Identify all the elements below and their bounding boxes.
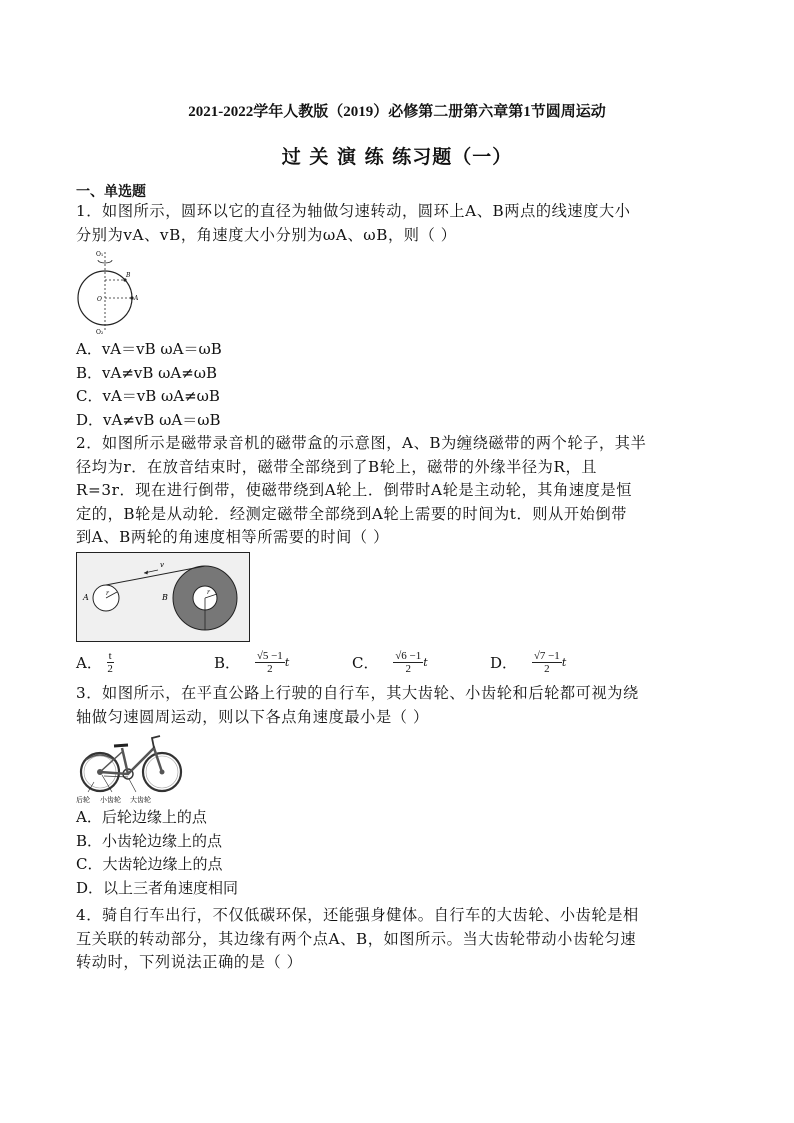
question-4-line-2: 互关联的转动部分，其边缘有两个点A、B，如图所示。当大齿轮带动小齿轮匀速 — [76, 929, 637, 948]
option-c[interactable]: C．大齿轮边缘上的点 — [76, 855, 223, 873]
question-1 — [76, 200, 744, 247]
question-2-line-4: 定的，B轮是从动轮．经测定磁带全部绕到A轮上需要的时间为t．则从开始倒带 — [76, 504, 628, 523]
option-c-fraction: $\frac{√6 -1}{2}$ — [395, 650, 422, 675]
label-small-gear: 小齿轮 — [100, 796, 121, 804]
q2-option-b[interactable] — [214, 650, 289, 675]
bicycle-figure — [74, 726, 184, 806]
option-a[interactable]: A．vA＝vB ωA＝ωB — [76, 340, 222, 358]
label-a: A — [83, 593, 89, 602]
question-2-line-2: 径均为r．在放音结束时，磁带全部绕到了B轮上，磁带的外缘半径为R，且 — [76, 457, 598, 476]
section-heading: 一、单选题 — [76, 184, 146, 200]
label-o2: O₂ — [96, 329, 104, 336]
label-r-a: r — [106, 590, 109, 597]
option-d-fraction: $\frac{√7 -1}{2}$ — [533, 650, 560, 675]
question-1-line-1: 1．如图所示，圆环以它的直径为轴做匀速转动，圆环上A、B两点的线速度大小 — [76, 202, 631, 220]
question-4-line-3: 转动时，下列说法正确的是（ ） — [76, 953, 303, 971]
page-subtitle: 过 关 演 练 练习题（一） — [281, 146, 513, 168]
option-d[interactable]: D．vA≠vB ωA＝ωB — [76, 410, 221, 429]
option-c[interactable]: C．vA＝vB ωA≠ωB — [76, 387, 220, 405]
q2-option-d[interactable] — [490, 650, 566, 675]
label-o1: O₁ — [96, 251, 104, 258]
option-b[interactable]: B．小齿轮边缘上的点 — [76, 831, 223, 850]
label-b: B — [162, 593, 168, 602]
question-2-line-1: 2．如图所示是磁带录音机的磁带盒的示意图，A、B为缠绕磁带的两个轮子，其半 — [76, 434, 647, 452]
label-o: O — [97, 296, 102, 303]
option-a-fraction: $\frac{t}{2}$ — [107, 650, 113, 675]
option-b[interactable]: B．vA≠vB ωA≠ωB — [76, 363, 218, 382]
option-b-t: t — [284, 656, 290, 669]
question-4 — [76, 904, 744, 975]
q2-option-c[interactable] — [352, 650, 428, 675]
question-2-line-5: 到A、B两轮的角速度相等所需要的时间（ ） — [76, 528, 389, 546]
option-c-label: C． — [352, 654, 379, 672]
option-a-label: A． — [76, 654, 102, 672]
label-r-b: r — [207, 589, 210, 596]
question-3-options — [76, 806, 238, 900]
tape-cassette-figure — [76, 552, 250, 642]
question-4-line-1: 4．骑自行车出行，不仅低碳环保，还能强身健体。自行车的大齿轮、小齿轮是相 — [76, 906, 639, 924]
question-2-line-3: R=3r．现在进行倒带，使磁带绕到A轮上．倒带时A轮是主动轮，其角速度是恒 — [76, 481, 633, 499]
label-v: v — [160, 561, 164, 569]
q2-option-a[interactable] — [76, 650, 114, 675]
question-3-line-2: 轴做匀速圆周运动，则以下各点角速度最小是（ ） — [76, 707, 429, 726]
question-1-line-2: 分别为vA、vB，角速度大小分别为ωA、ωB，则（ ） — [76, 225, 457, 244]
option-a[interactable]: A．后轮边缘上的点 — [76, 808, 207, 826]
question-1-options — [76, 338, 222, 432]
option-b-label: B． — [214, 654, 241, 672]
question-3 — [76, 682, 744, 729]
question-2 — [76, 432, 744, 550]
ring-rotation-figure — [74, 246, 139, 336]
label-big-gear: 大齿轮 — [130, 796, 151, 804]
option-b-fraction: $\frac{√5 -1}{2}$ — [256, 650, 283, 675]
option-d[interactable]: D．以上三者角速度相同 — [76, 878, 239, 897]
label-b: B — [126, 272, 131, 279]
page-title: 2021-2022学年人教版（2019）必修第二册第六章第1节圆周运动 — [188, 104, 606, 120]
option-c-t: t — [423, 656, 428, 669]
option-d-t: t — [561, 656, 567, 669]
option-d-label: D． — [490, 654, 518, 672]
label-a: A — [134, 295, 139, 302]
label-rear-wheel: 后轮 — [76, 796, 90, 804]
question-3-line-1: 3．如图所示，在平直公路上行驶的自行车，其大齿轮、小齿轮和后轮都可视为绕 — [76, 684, 639, 702]
